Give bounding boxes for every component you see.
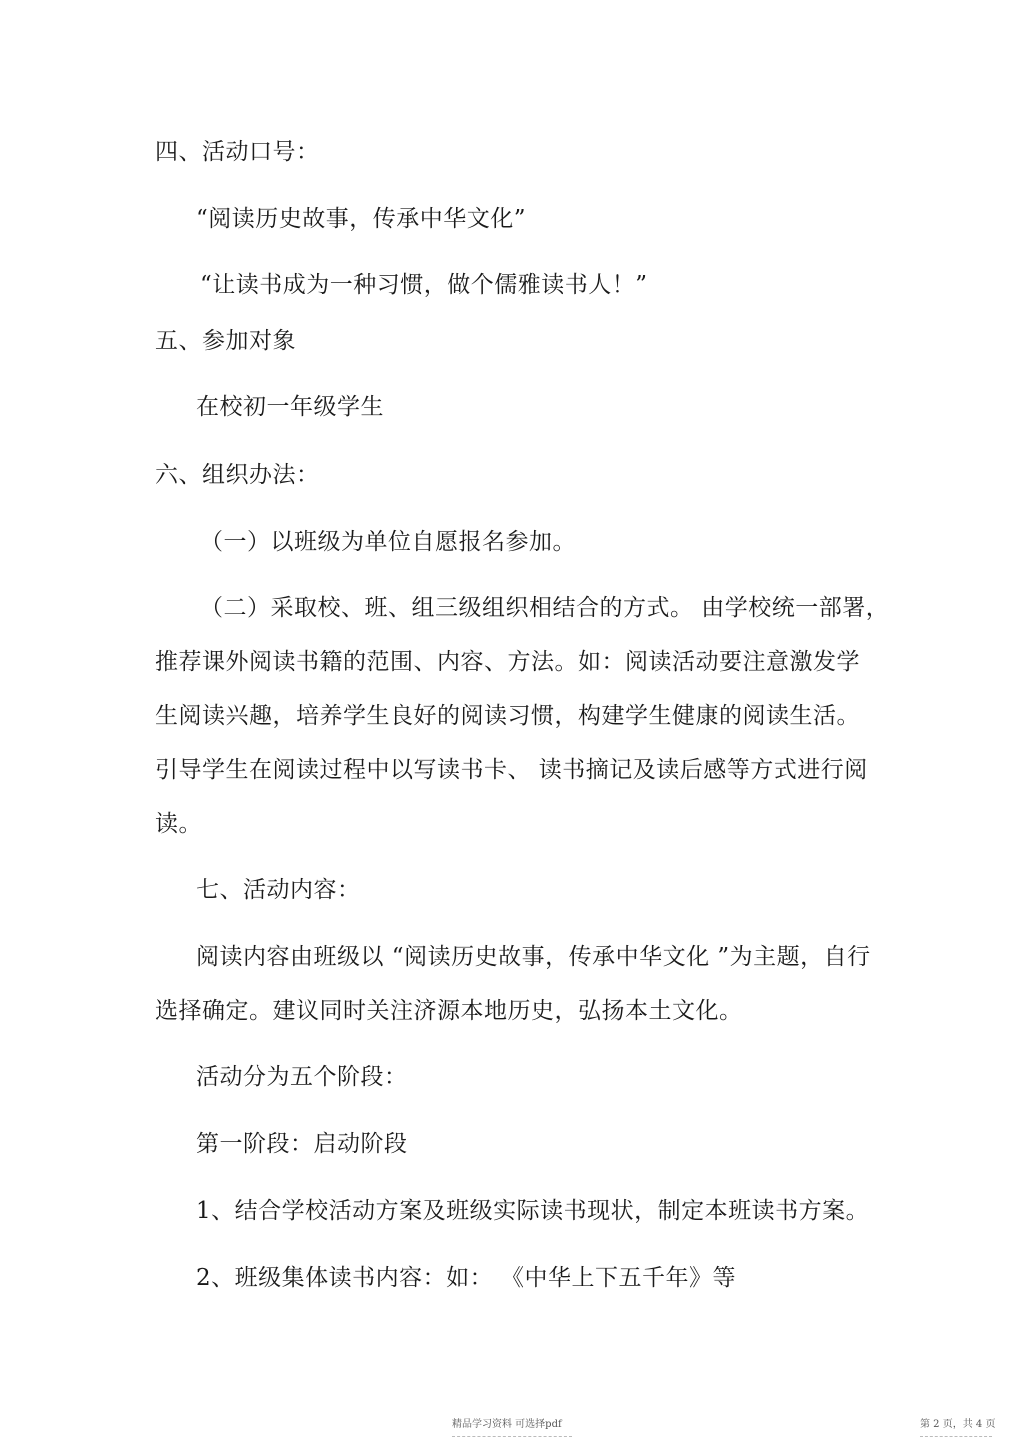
heading-slogan: 四、活动口号：: [155, 139, 320, 165]
content-paragraph-line-2: 选择确定。建议同时关注济源本地历史，弘扬本土文化。: [155, 998, 743, 1024]
slogan-line-1: “阅读历史故事，传承中华文化”: [196, 206, 527, 232]
heading-participants: 五、参加对象: [155, 328, 296, 354]
footer-left-dots: [452, 1436, 572, 1437]
stage-1-item-1: 1、结合学校活动方案及班级实际读书现状，制定本班读书方案。: [196, 1198, 870, 1224]
organization-item-2-line-3: 生阅读兴趣，培养学生良好的阅读习惯，构建学生健康的阅读生活。: [155, 703, 860, 729]
organization-item-2-line-2: 推荐课外阅读书籍的范围、内容、方法。如：阅读活动要注意激发学: [155, 649, 860, 675]
footer-right-dots: [920, 1436, 992, 1437]
footer-left-text: 精品学习资料 可选择pdf: [452, 1419, 562, 1430]
heading-activity-content: 七、活动内容：: [196, 877, 361, 903]
participants-text: 在校初一年级学生: [196, 394, 384, 420]
organization-item-1: （一）以班级为单位自愿报名参加。: [200, 529, 576, 555]
organization-item-2-line-5: 读。: [155, 811, 202, 837]
content-paragraph-line-1: 阅读内容由班级以 “阅读历史故事，传承中华文化 ”为主题，自行: [196, 944, 871, 970]
organization-item-2-line-1: （二）采取校、班、组三级组织相结合的方式。 由学校统一部署，: [200, 595, 890, 621]
stage-1-heading: 第一阶段：启动阶段: [196, 1131, 408, 1157]
organization-item-2-line-4: 引导学生在阅读过程中以写读书卡、 读书摘记及读后感等方式进行阅: [155, 757, 868, 783]
stages-intro: 活动分为五个阶段：: [196, 1064, 408, 1090]
footer-page-number: 第 2 页，共 4 页: [920, 1419, 996, 1430]
heading-organization: 六、组织办法：: [155, 462, 320, 488]
stage-1-item-2: 2、班级集体读书内容：如： 《中华上下五千年》等: [196, 1265, 736, 1291]
slogan-line-2: “让读书成为一种习惯，做个儒雅读书人！”: [200, 272, 648, 298]
